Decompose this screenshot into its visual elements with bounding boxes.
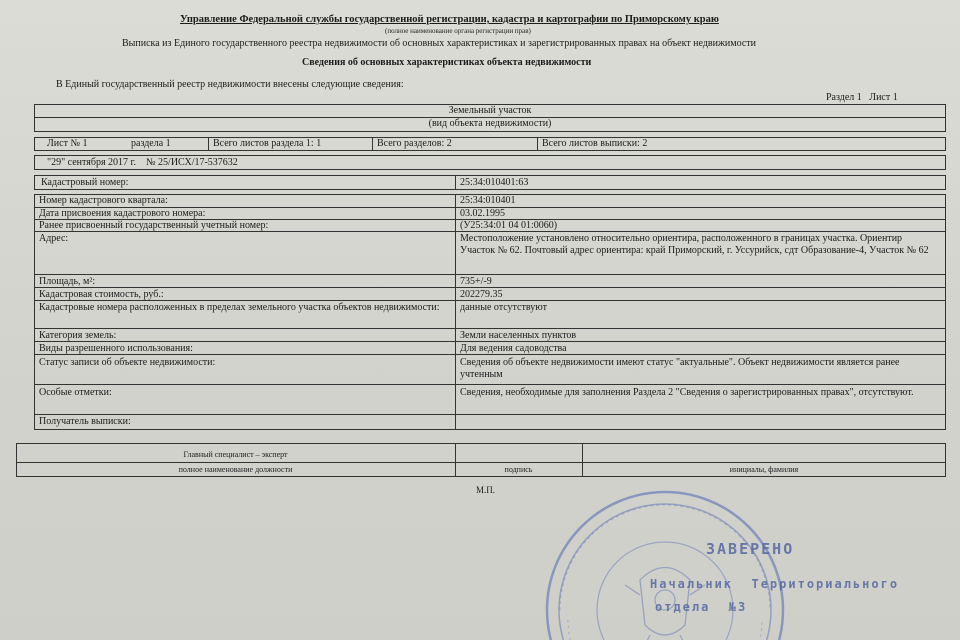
stamp-department: отдела №3 [655,600,748,614]
row-value: 202279.35 [460,289,503,300]
row-label: Кадастровая стоимость, руб.: [39,289,164,300]
row-value: Для ведения садоводства [460,343,567,354]
position-note: полное наименование должности [178,465,293,474]
row-value: 03.02.1995 [460,208,505,219]
section-title: Сведения об основных характеристиках объекта недвижимости [302,57,592,68]
row-value: данные отсутствуют [460,302,547,313]
row-label: Получатель выписки: [39,416,131,427]
row-value: 25:34:010401 [460,195,516,206]
stamp-head: Начальник Территориального [650,577,900,591]
cadastral-label: Кадастровый номер: [41,177,129,188]
date-number: "29" сентября 2017 г. № 25/ИСХ/17-537632 [47,157,238,168]
object-type: Земельный участок [448,105,532,116]
section-sheet-label [826,92,898,103]
row-label: Категория земель: [39,330,117,341]
signature-note: подпись [504,465,533,474]
sheet-section: раздела 1 [131,138,171,149]
sheet-label: Лист 1 [869,92,898,103]
authority-name: Управление Федеральной службы государственной регистрации, кадастра и картографии по Приморскому краю [180,14,719,25]
row-label: Статус записи об объекте недвижимости: [39,357,216,368]
cadastral-value: 25:34:010401:63 [460,177,529,188]
total-sections: Всего разделов: 2 [377,138,452,149]
row-value: (У25:34:01 04 01:0060) [460,220,558,231]
authority-note: (полное наименование органа регистрации прав) [385,27,531,35]
row-value: Сведения об объекте недвижимости имеют статус "актуальные". Объект недвижимости является ранее учтенным [460,357,900,380]
row-value [457,415,942,417]
row-label: Номер кадастрового квартала: [39,195,168,206]
row-label: Дата присвоения кадастрового номера: [39,208,206,219]
row-label: Виды разрешенного использования: [39,343,193,354]
extract-title: Выписка из Единого государственного реестра недвижимости об основных характеристиках и зарегистрированных правах на объект недвижимости [122,38,757,49]
signer-position: Главный специалист – эксперт [183,450,288,459]
intro-text: В Единый государственный реестр недвижимости внесены следующие сведения: [56,79,404,90]
row-value: Земли населенных пунктов [460,330,577,341]
official-seal-icon [540,485,790,640]
seal-place-label: М.П. [476,485,496,495]
total-extract-sheets: Всего листов выписки: 2 [542,138,648,149]
row-label: Кадастровые номера расположенных в пределах земельного участка объектов недвижимости: [39,302,440,313]
total-section-sheets: Всего листов раздела 1: 1 [213,138,322,149]
row-label: Ранее присвоенный государственный учетный номер: [39,220,269,231]
stamp-certified: ЗАВЕРЕНО [706,540,795,558]
row-label: Площадь, м²: [39,276,96,287]
row-label: Адрес: [39,233,69,244]
section-label: Раздел 1 [826,92,862,103]
sheet-number: Лист № 1 [47,138,88,149]
row-label: Особые отметки: [39,387,112,398]
row-value: 735+/-9 [460,276,492,287]
row-value: Сведения, необходимые для заполнения Раздела 2 "Сведения о зарегистрированных правах", отсутствуют. [460,387,914,398]
row-value: Местоположение установлено относительно ориентира, расположенного в границах участка. Ориентир Участок № 62. Почтовый адрес ориентира: край Приморский, г. Уссурийск, сдт Образование-4, Участок № 62 [460,233,929,256]
name-note: инициалы, фамилия [729,465,799,474]
object-type-note: (вид объекта недвижимости) [428,118,552,129]
